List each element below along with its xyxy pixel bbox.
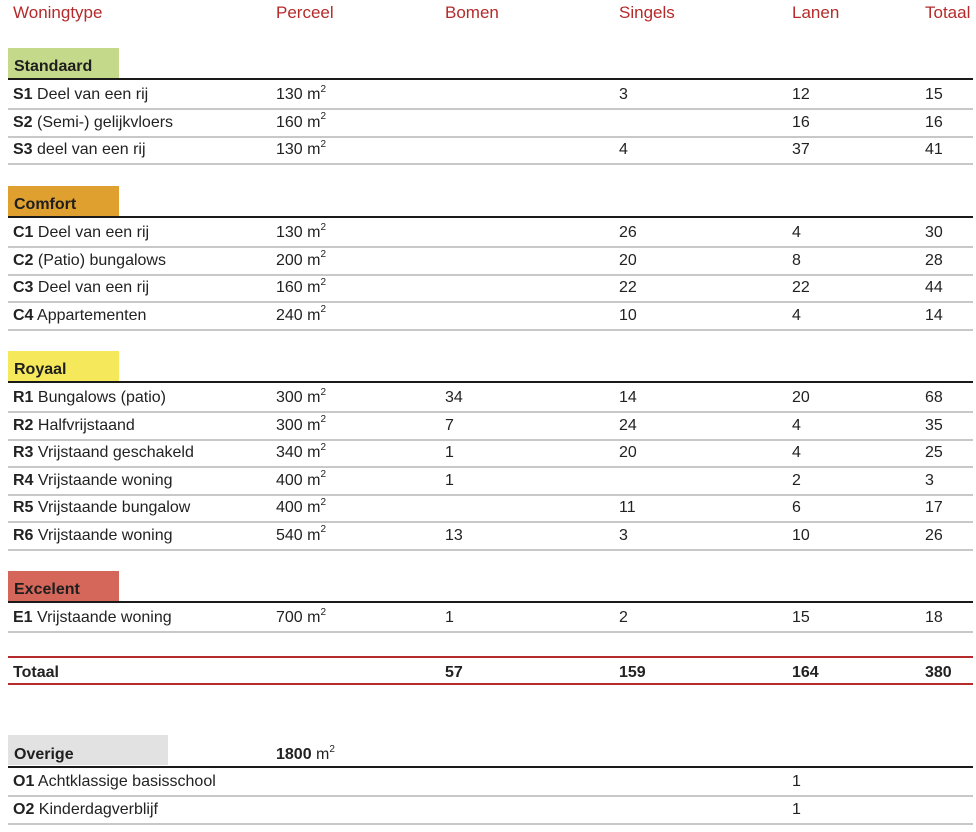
- row-singels: 2: [619, 609, 628, 626]
- row-totaal: 28: [925, 251, 943, 269]
- row-lanen: 1: [792, 773, 801, 790]
- column-header-type: Woningtype: [13, 3, 103, 22]
- group-title-other: Overige: [14, 746, 74, 763]
- column-header-bomen: Bomen: [445, 3, 499, 22]
- row-divider: [8, 795, 973, 797]
- totals-rule-top: [8, 656, 973, 658]
- row-bomen: 13: [445, 526, 463, 544]
- row-singels: 3: [619, 526, 628, 544]
- row-plot: 540 $m^2$: [276, 524, 327, 544]
- totals-totaal: 380: [925, 664, 952, 681]
- row-lanen: 4: [792, 416, 801, 434]
- row-singels: 26: [619, 224, 637, 241]
- row-plot: 700 $m^2$: [276, 606, 327, 626]
- row-divider: [8, 494, 973, 496]
- column-header-singels: Singels: [619, 3, 675, 22]
- row-plot: 400 $m^2$: [276, 496, 327, 516]
- row-code: C3: [13, 279, 34, 296]
- column-header-lanen: Lanen: [792, 3, 840, 22]
- row-lanen: 22: [792, 279, 810, 296]
- row-singels: 3: [619, 86, 628, 103]
- group-rule: [8, 78, 973, 80]
- row-totaal: 26: [925, 526, 943, 544]
- row-singels: 10: [619, 306, 637, 324]
- row-lanen: 15: [792, 609, 810, 626]
- row-totaal: 15: [925, 86, 943, 103]
- row-totaal: 30: [925, 224, 943, 241]
- row-bomen: 34: [445, 389, 463, 406]
- row-code: O2: [13, 800, 35, 818]
- row-singels: 24: [619, 416, 637, 434]
- row-code: R1: [13, 389, 34, 406]
- row-singels: 22: [619, 279, 637, 296]
- row-type: R4 Vrijstaande woning: [13, 471, 173, 489]
- row-type: R3 Vrijstaand geschakeld: [13, 444, 194, 461]
- row-plot: 340 $m^2$: [276, 441, 327, 461]
- totals-bomen: 57: [445, 664, 463, 681]
- row-plot: 130 $m^2$: [276, 138, 327, 158]
- group-rule: [8, 381, 973, 383]
- row-plot: 300 $m^2$: [276, 386, 327, 406]
- row-code: R5: [13, 499, 34, 516]
- row-code: E1: [13, 609, 33, 626]
- row-plot: 160 $m^2$: [276, 276, 327, 296]
- other-plot: 1800 $m^2$: [276, 743, 335, 763]
- row-bomen: 7: [445, 416, 454, 434]
- row-type: C1 Deel van een rij: [13, 224, 150, 241]
- row-lanen: 8: [792, 251, 801, 269]
- row-singels: 20: [619, 444, 637, 461]
- row-plot: 160 $m^2$: [276, 111, 327, 131]
- row-code: O1: [13, 773, 35, 790]
- row-divider: [8, 301, 973, 303]
- column-header-plot: Perceel: [276, 3, 334, 22]
- row-type: O1 Achtklassige basisschool: [13, 773, 216, 790]
- group-rule-other: [8, 766, 973, 768]
- row-totaal: 35: [925, 416, 943, 434]
- row-type: R5 Vrijstaande bungalow: [13, 499, 191, 516]
- row-lanen: 20: [792, 389, 810, 406]
- row-totaal: 44: [925, 279, 943, 296]
- row-type: E1 Vrijstaande woning: [13, 609, 172, 626]
- group-title: Comfort: [14, 196, 77, 213]
- row-plot: 400 $m^2$: [276, 469, 327, 489]
- row-singels: 20: [619, 251, 637, 269]
- row-divider: [8, 411, 973, 413]
- row-lanen: 6: [792, 499, 801, 516]
- row-bomen: 1: [445, 444, 454, 461]
- totals-singels: 159: [619, 664, 646, 681]
- row-divider: [8, 163, 973, 165]
- row-plot: 130 $m^2$: [276, 83, 327, 103]
- row-code: S3: [13, 141, 33, 158]
- row-code: R2: [13, 416, 34, 434]
- row-lanen: 37: [792, 141, 810, 158]
- totals-label: Totaal: [13, 664, 59, 681]
- row-divider: [8, 439, 973, 441]
- row-divider: [8, 246, 973, 248]
- row-plot: 200 $m^2$: [276, 249, 327, 269]
- row-bomen: 1: [445, 471, 454, 489]
- row-lanen: 12: [792, 86, 810, 103]
- row-type: R6 Vrijstaande woning: [13, 526, 173, 544]
- column-header-totaal: Totaal: [925, 3, 971, 22]
- row-plot: 130 $m^2$: [276, 221, 327, 241]
- row-totaal: 25: [925, 444, 943, 461]
- group-title: Excelent: [14, 581, 80, 598]
- row-lanen: 16: [792, 113, 810, 131]
- row-type: S2 (Semi-) gelijkvloers: [13, 113, 174, 131]
- row-divider: [8, 549, 973, 551]
- row-lanen: 10: [792, 526, 810, 544]
- row-code: S1: [13, 86, 33, 103]
- totals-lanen: 164: [792, 664, 819, 681]
- row-type: O2 Kinderdagverblijf: [13, 800, 158, 818]
- row-code: S2: [13, 113, 33, 131]
- row-type: C3 Deel van een rij: [13, 279, 150, 296]
- row-code: C4: [13, 306, 34, 324]
- row-divider: [8, 631, 973, 633]
- row-singels: 4: [619, 141, 628, 158]
- row-type: R2 Halfvrijstaand: [13, 416, 135, 434]
- group-rule: [8, 601, 973, 603]
- row-type: C4 Appartementen: [13, 306, 147, 324]
- row-singels: 11: [619, 499, 636, 516]
- row-divider: [8, 466, 973, 468]
- row-lanen: 4: [792, 444, 801, 461]
- row-code: C1: [13, 224, 34, 241]
- row-totaal: 68: [925, 389, 943, 406]
- row-divider: [8, 108, 973, 110]
- row-totaal: 18: [925, 609, 943, 626]
- totals-rule-bottom: [8, 683, 973, 685]
- row-type: S3 deel van een rij: [13, 141, 146, 158]
- row-bomen: 1: [445, 609, 454, 626]
- row-code: R3: [13, 444, 34, 461]
- row-lanen: 2: [792, 471, 801, 489]
- row-lanen: 4: [792, 224, 801, 241]
- row-totaal: 16: [925, 113, 943, 131]
- row-code: R6: [13, 526, 34, 544]
- row-plot: 240 $m^2$: [276, 304, 327, 324]
- row-type: S1 Deel van een rij: [13, 86, 149, 103]
- row-totaal: 41: [925, 141, 943, 158]
- row-singels: 14: [619, 389, 637, 406]
- row-lanen: 1: [792, 800, 801, 818]
- row-divider: [8, 274, 973, 276]
- row-code: C2: [13, 251, 34, 269]
- row-code: R4: [13, 471, 34, 489]
- row-plot: 300 $m^2$: [276, 414, 327, 434]
- row-totaal: 3: [925, 471, 934, 489]
- row-type: R1 Bungalows (patio): [13, 389, 166, 406]
- row-type: C2 (Patio) bungalows: [13, 251, 166, 269]
- row-totaal: 17: [925, 499, 943, 516]
- group-rule: [8, 216, 973, 218]
- row-lanen: 4: [792, 306, 801, 324]
- row-divider: [8, 329, 973, 331]
- row-divider: [8, 521, 973, 523]
- row-divider: [8, 136, 973, 138]
- group-title: Royaal: [14, 361, 67, 378]
- row-divider: [8, 823, 973, 825]
- group-title: Standaard: [14, 58, 93, 75]
- row-totaal: 14: [925, 306, 943, 324]
